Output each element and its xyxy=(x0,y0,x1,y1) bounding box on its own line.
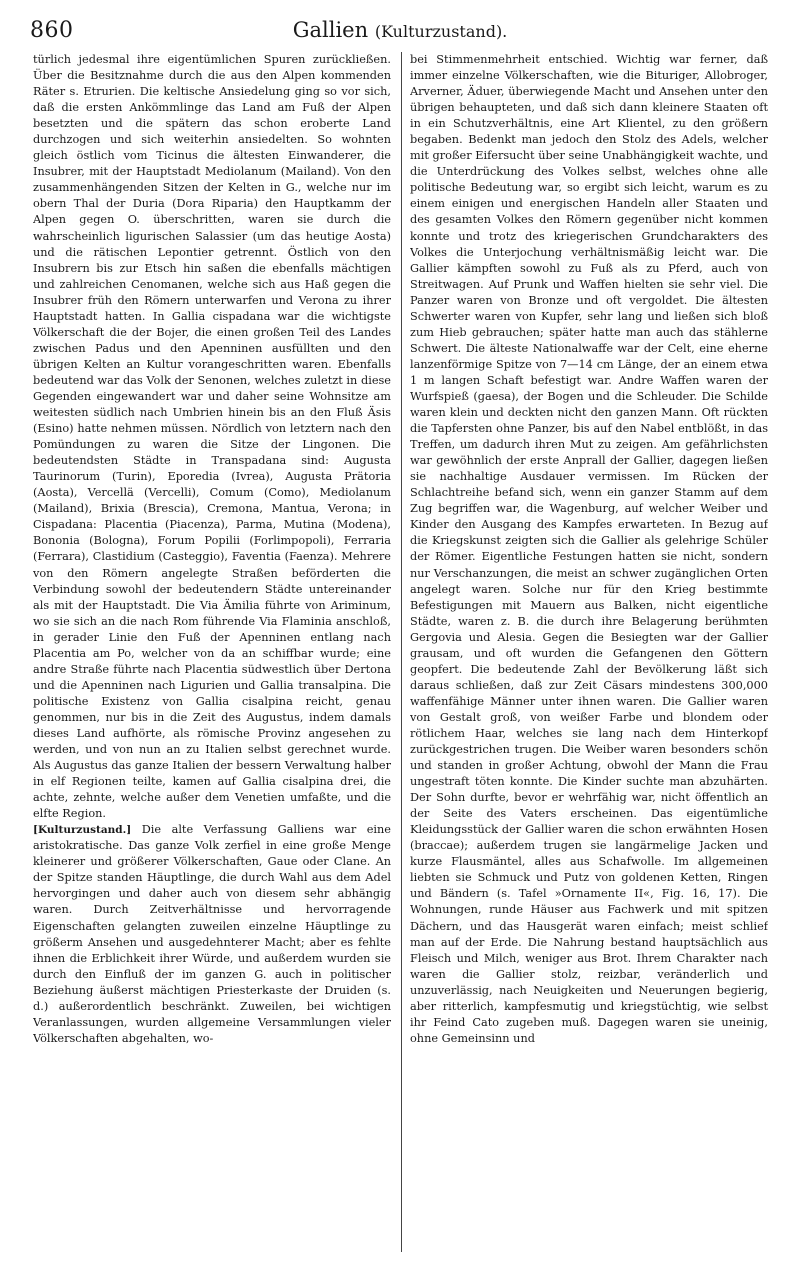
page-number: 860 xyxy=(30,18,74,43)
left-column xyxy=(33,52,391,1267)
left-paragraph-1: türlich jedesmal ihre eigentümlichen Spuren zurückließen. Über die Besitznahme durch die aus den Alpen kommenden Räter s. Etrurien. Die keltische Ansiedelung ging so vor sich, daß die ersten Ankömmlinge das Land am Fuß der Alpen besetzten und die spätern das schon eroberte Land durchzogen und sich weiterhin ansiedelten. So wohnten gleich östlich vom Ticinus die ältesten Einwanderer, die Insubrer, mit der Hauptstadt Mediolanum (Mailand). Von den zusammenhängenden Sitzen der Kelten in G., welche nur im obern Thal der Duria (Dora Riparia) den Hauptkamm der Alpen gegen O. überschritten, waren sie durch die wahrscheinlich ligurischen Salassier (um das heutige Aosta) und die rätischen Lepontier getrennt. Östlich von den Insubrern bis zur Etsch hin saßen die ebenfalls mächtigen und zahlreichen Cenomanen, welche sich aus Haß gegen die Insubrer früh den Römern unterwarfen und Verona zu ihrer Hauptstadt hatten. In Gallia cispadana war die wichtigste Völkerschaft die der Bojer, die einen großen Teil des Landes zwischen Padus und den Apenninen ausfüllten und den übrigen Kelten an Kultur vorangeschritten waren. Ebenfalls bedeutend war das Volk der Senonen, welches zuletzt in diese Gegenden eingewandert war und daher seine Wohnsitze am weitesten südlich nach Umbrien hinein bis an den Fluß Äsis (Esino) hatte nehmen müssen. Nördlich von letztern nach den Pomündungen zu waren die Sitze der Lingonen. Die bedeutendsten Städte in Transpadana sind: Augusta Taurinorum (Turin), Eporedia (Ivrea), Augusta Prätoria (Aosta), Vercellä (Vercelli), Comum (Como), Mediolanum (Mailand), Brixia (Brescia), Cremona, Mantua, Verona; in Cispadana: Placentia (Piacenza), Parma, Mutina (Modena), Bononia (Bologna), Forum Popilii (Forlimpopoli), Ferraria (Ferrara), Clastidium (Casteggio), Faventia (Faenza). Mehrere von den Römern angelegte Straßen beförderten die Verbindung sowohl der bedeutendern Städte untereinander als mit der Hauptstadt. Die Via Ämilia führte von Ariminum, wo sie sich an die nach Rom führende Via Flaminia anschloß, in gerader Linie den Fuß der Apenninen entlang nach Placentia am Po, welcher von da an schiffbar wurde; eine andre Straße führte nach Placentia südwestlich über Dertona und die Apenninen nach Ligurien und Gallia transalpina. Die politische Existenz von Gallia cisalpina reicht, genau genommen, nur bis in die Zeit des Augustus, indem damals dieses Land aufhörte, als römische Provinz angesehen zu werden, und von nun an zu Italien selbst gerechnet wurde. Als Augustus das ganze Italien der bessern Verwaltung halber in elf Regionen teilte, kamen auf Gallia cisalpina drei, die achte, zehnte, welche außer dem Venetien umfaßte, und die elfte Region. xyxy=(33,53,391,821)
running-head-title: Gallien xyxy=(292,18,369,42)
left-paragraph-2-text: Die alte Verfassung Galliens war eine aristokratische. Das ganze Volk zerfiel in eine große Menge kleinerer und größerer Völkerschaften, Gaue oder Clane. An der Spitze standen Häuptlinge, die durch Wahl aus dem Adel hervorgingen und daher auch von diesem sehr abhängig waren. Durch Zeitverhältnisse und hervorragende Eigenschaften gelangten zuweilen einzelne Häuptlinge zu größerm Ansehen und ausgedehnterer Macht; aber es fehlte ihnen die Erblichkeit ihrer Würde, und außerdem wurden sie durch den Einfluß der im ganzen G. auch in politischer Beziehung äußerst mächtigen Priesterkaste der Druiden (s. d.) außerordentlich beschränkt. Zuweilen, bei wichtigen Veranlassungen, wurden allgemeine Versammlungen vieler Völkerschaften abgehalten, wo- xyxy=(33,823,391,1045)
text-columns xyxy=(33,52,768,1267)
left-paragraph-2 xyxy=(33,822,391,1047)
right-paragraph-1: bei Stimmenmehrheit entschied. Wichtig war ferner, daß immer einzelne Völkerschaften, wie die Bituriger, Allobroger, Arverner, Äduer, überwiegende Macht und Ansehen unter den übrigen behaupteten, und daß sich dann kleinere Staaten oft in ein Schutzverhältnis, eine Art Klientel, zu den größern begaben. Bedenkt man jedoch den Stolz des Adels, welcher mit großer Eifersucht über seine Unabhängigkeit wachte, und die Unterdrückung des Volkes selbst, welches ohne alle politische Bedeutung war, so ergibt sich leicht, warum es zu einem einigen und energischen Handeln aller Staaten und des gesamten Volkes den Römern gegenüber nicht kommen konnte und trotz des kriegerischen Grundcharakters des Volkes die Unterjochung verhältnismäßig leicht war. Die Gallier kämpften sowohl zu Fuß als zu Pferd, auch von Streitwagen. Auf Prunk und Waffen hielten sie sehr viel. Die Panzer waren von Bronze und oft vergoldet. Die ältesten Schwerter waren von Kupfer, sehr lang und ließen sich bloß zum Hieb gebrauchen; später hatte man auch das stählerne Schwert. Die älteste Nationalwaffe war der Celt, eine eherne lanzenförmige Spitze von 7—14 cm Länge, der an einem etwa 1 m langen Schaft befestigt war. Andre Waffen waren der Wurfspieß (gaesa), der Bogen und die Schleuder. Die Schilde waren klein und deckten nicht den ganzen Mann. Oft rückten die Tapfersten ohne Panzer, bis auf den Nabel entblößt, in das Treffen, um dadurch ihren Mut zu zeigen. Am gefährlichsten war gewöhnlich der erste Anprall der Gallier, dagegen ließen sie nachhaltige Ausdauer vermissen. Im Rücken der Schlachtreihe befand sich, wenn ein ganzer Stamm auf dem Zug begriffen war, die Wagenburg, auf welcher Weiber und Kinder den Ausgang des Kampfes erwarteten. In Bezug auf die Kriegskunst zeigten sich die Gallier als gelehrige Schüler der Römer. Eigentliche Festungen hatten sie nicht, sondern nur Verschanzungen, die meist an schwer zugänglichen Orten angelegt waren. Solche nur für den Krieg bestimmte Befestigungen mit Mauern aus Balken, nicht eigentliche Städte, waren z. B. die durch ihre Belagerung berühmten Gergovia und Alesia. Gegen die Besiegten war der Gallier grausam, und oft wurden die Gefangenen den Göttern geopfert. Die bedeutende Zahl der Bevölkerung läßt sich daraus schließen, daß zur Zeit Cäsars mindestens 300,000 waffenfähige Männer unter ihnen waren. Die Gallier waren von Gestalt groß, von weißer Farbe und blondem oder rötlichem Haar, welches sie lang nach dem Hinterkopf zurückgestrichen trugen. Die Weiber waren besonders schön und standen in großer Achtung, obwohl der Mann die Frau ungestraft töten konnte. Die Kinder suchte man abzuhärten. Der Sohn durfte, bevor er wehrfähig war, nicht öffentlich an der Seite des Vaters erscheinen. Das eigentümliche Kleidungsstück der Gallier waren die schon erwähnten Hosen (braccae); außerdem trugen sie langärmelige Jacken und kurze Flausmäntel, alles aus Schafwolle. Im allgemeinen liebten sie Schmuck und Putz von goldenen Ketten, Ringen und Bändern (s. Tafel »Ornamente II«, Fig. 16, 17). Die Wohnungen, runde Häuser aus Fachwerk und mit spitzen Dächern, und das Hausgerät waren einfach; meist schlief man auf der Erde. Die Nahrung bestand hauptsächlich aus Fleisch und Milch, weniger aus Brot. Ihrem Charakter nach waren die Gallier stolz, reizbar, veränderlich und unzuverlässig, nach Neuigkeiten und Neuerungen begierig, aber ritterlich, kampfesmutig und kriegstüchtig, wie selbst ihr Feind Cato zugeben muß. Dagegen waren sie uneinig, ohne Gemeinsinn und xyxy=(410,53,768,1045)
section-label-kulturzustand: [Kulturzustand.] xyxy=(33,824,132,837)
right-column xyxy=(410,52,768,1267)
page-header xyxy=(30,14,770,52)
running-head xyxy=(30,18,770,42)
running-head-subtitle: (Kulturzustand). xyxy=(374,22,508,41)
